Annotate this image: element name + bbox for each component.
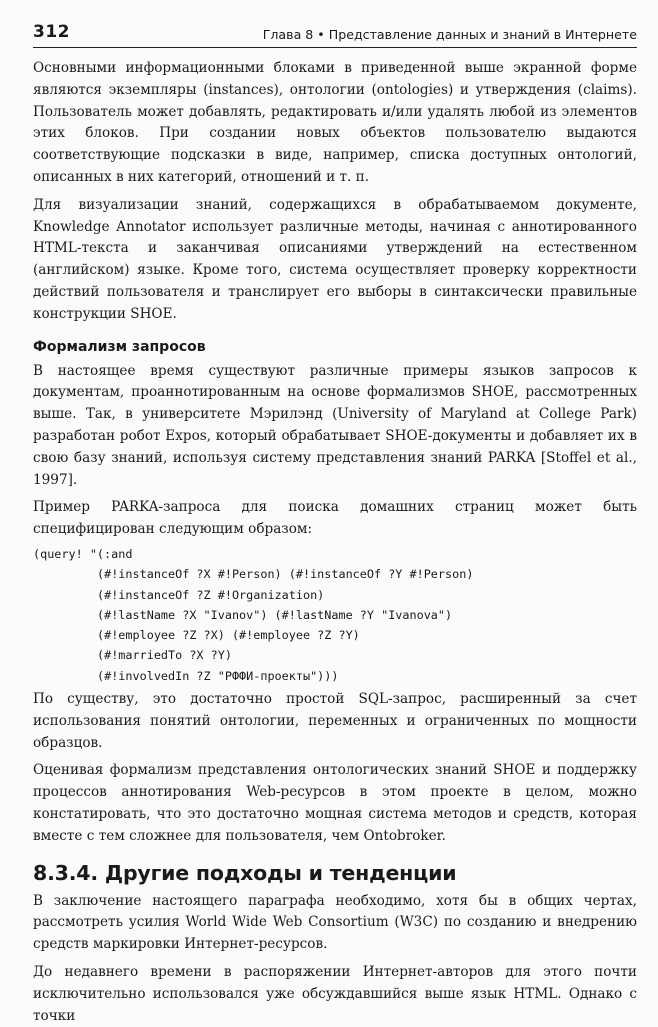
code-line: (#!employee ?Z ?X) (#!employee ?Z ?Y) (97, 628, 360, 643)
section-heading: 8.3.4. Другие подходы и тенденции (33, 860, 457, 885)
paragraph-7: В заключение настоящего параграфа необходимо, хотя бы в общих чертах, рассмотреть усилия World Wide Web Consortium (W3C) по созданию и внедрению средств маркировки Интернет-ресурсов. (33, 892, 637, 953)
page-content (33, 58, 637, 1027)
book-page (33, 22, 637, 1027)
page-header (33, 22, 637, 48)
paragraph-4: Пример PARKA-запроса для поиска домашних страниц может быть специфицирован следующим образом: (33, 499, 637, 538)
code-line: (#!instanceOf ?X #!Person) (#!instanceOf ?Y #!Person) (97, 567, 474, 582)
paragraph-2: Для визуализации знаний, содержащихся в обрабатываемом документе, Knowledge Annotator использует различные методы, начиная с аннотированного HTML-текста и заканчивая описаниями утверждений на естественном (английском) языке. Кроме того, система осуществляет проверку корректности действий пользователя и транслирует его выборы в синтаксически правильные конструкции SHOE. (33, 196, 637, 322)
subheading-query-formalism: Формализм запросов (33, 338, 206, 355)
code-line: (#!instanceOf ?Z #!Organization) (97, 587, 325, 602)
code-line: (#!marriedTo ?X ?Y) (97, 648, 232, 663)
page-number: 312 (33, 22, 70, 42)
paragraph-1: Основными информационными блоками в приведенной выше экранной форме являются экземпляры (instances), онтологии (ontologies) и утверждения (claims). Пользователь может добавлять, редактировать и/или удалять любой из элементов этих блоков. При создании новых объектов пользователю выдаются соответствующие подсказки в виде, например, списка доступных онтологий, описанных в них категорий, отношений и т. п. (33, 60, 637, 185)
paragraph-6: Оценивая формализм представления онтологических знаний SHOE и поддержку процессов аннотирования Web-ресурсов в этом проекте в целом, можно констатировать, что это достаточно мощная система методов и средств, которая вместе с тем сложнее для пользователя, чем Ontobroker. (33, 762, 637, 844)
paragraph-3: В настоящее время существуют различные примеры языков запросов к документам, проаннотированным на основе формализмов SHOE, рассмотренных выше. Так, в университете Мэрилэнд (University of Maryland at College Park) разработан робот Expos, который обрабатывает SHOE-документы и добавляет их в свою базу знаний, используя систему представления знаний PARKA [Stoffel et al., 1997]. (33, 362, 637, 488)
code-line: (#!lastName ?X "Ivanov") (#!lastName ?Y "Ivanova") (97, 607, 453, 622)
code-line: (query! "(:and (33, 546, 133, 561)
paragraph-8: До недавнего времени в распоряжении Интернет-авторов для этого почти исключительно использовался уже обсуждавшийся выше язык HTML. Однако с точки (33, 963, 637, 1024)
code-line: (#!involvedIn ?Z "РФФИ-проекты"))) (97, 668, 339, 683)
code-block (33, 544, 637, 686)
running-title: Глава 8 • Представление данных и знаний в Интернете (262, 27, 637, 42)
paragraph-5: По существу, это достаточно простой SQL-запрос, расширенный за счет использования понятий онтологии, переменных и ограниченных по мощности образцов. (33, 691, 637, 751)
